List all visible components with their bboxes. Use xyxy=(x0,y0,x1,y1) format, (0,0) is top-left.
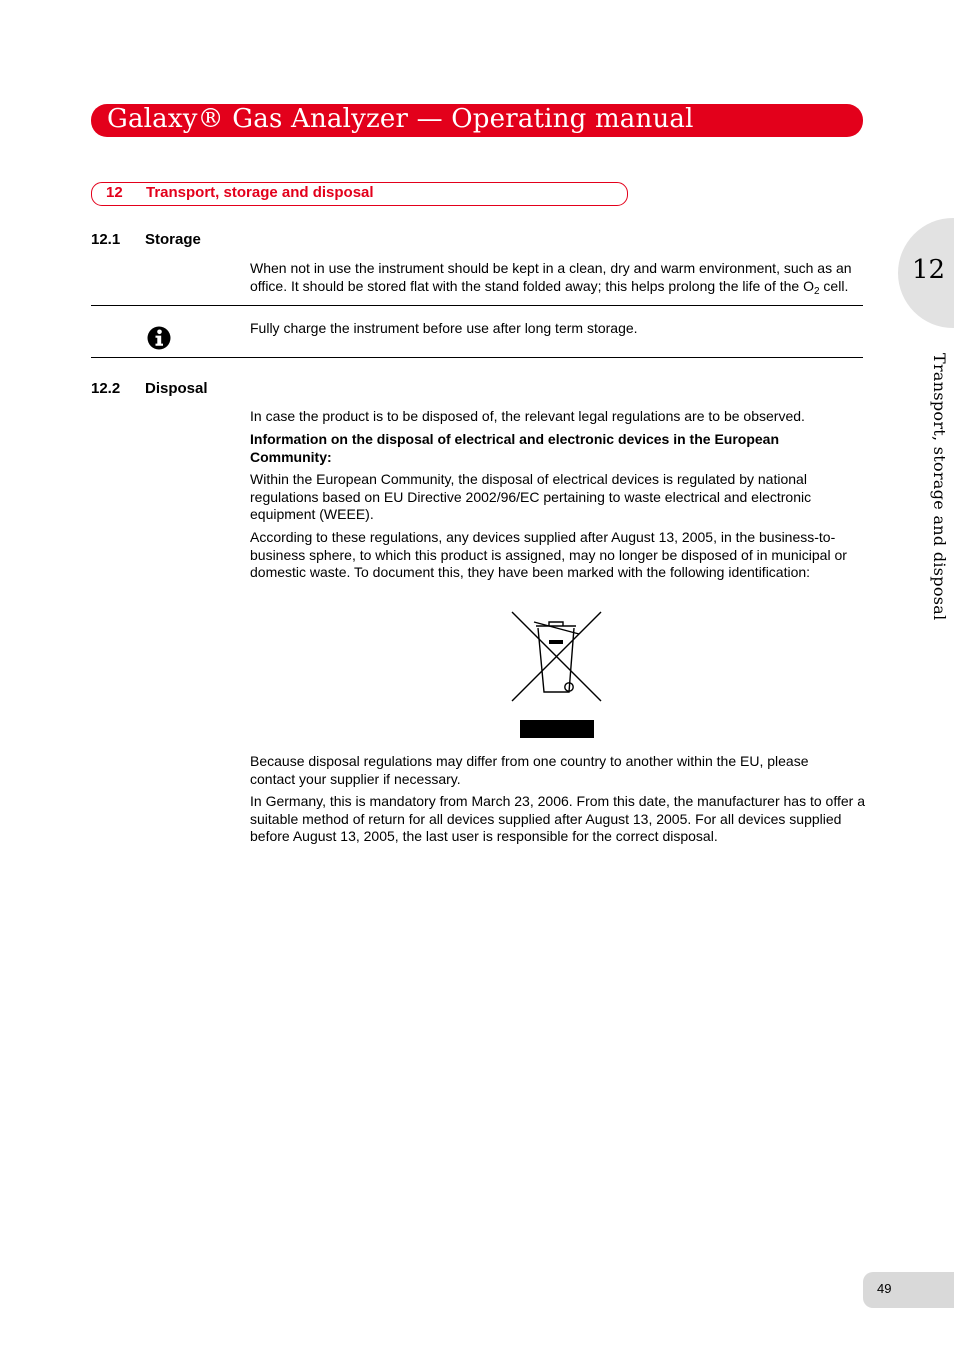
disposal-paragraph-1: In case the product is to be disposed of, the relevant legal regulations are to be observed. xyxy=(250,408,805,424)
header-bar xyxy=(91,104,863,137)
chapter-tab-number: 12 xyxy=(912,255,946,285)
disposal-paragraph-6: In Germany, this is mandatory from March 23, 2006. From this date, the manufacturer has to offer a suitable method of return for all devices supplied after August 13, 2005. For all devices supplied before August 13, 2005, the last user is responsible for the correct disposal. xyxy=(250,793,865,845)
storage-paragraph: When not in use the instrument should be kept in a clean, dry and warm environment, such as an office. It should be stored flat with the stand folded away; this helps prolong the life of the $O_2$ cell. xyxy=(250,260,852,297)
disposal-paragraph-5: Because disposal regulations may differ from one country to another within the EU, please contact your supplier if necessary. xyxy=(250,753,809,787)
section-number-storage: 12.1 xyxy=(91,231,121,248)
info-icon xyxy=(147,326,171,350)
note-bottom-rule xyxy=(91,357,863,358)
storage-note: Fully charge the instrument before use after long term storage. xyxy=(250,320,638,336)
section-title-disposal: Disposal xyxy=(145,380,208,397)
page-number: 49 xyxy=(877,1281,892,1296)
disposal-paragraph-3: Within the European Community, the disposal of electrical devices is regulated by national regulations based on EU Directive 2002/96/EC pertaining to waste electrical and electronic equipment (WEEE). xyxy=(250,471,812,523)
disposal-bold-heading: Information on the disposal of electrical and electronic devices in the European Community: xyxy=(250,431,780,465)
chapter-tab-title: Transport, storage and disposal xyxy=(930,353,949,621)
chapter-number: 12 xyxy=(106,184,123,201)
chapter-heading xyxy=(91,182,628,206)
section-title-storage: Storage xyxy=(145,231,201,248)
crossed-out-wheelie-bin-icon xyxy=(509,609,604,739)
document-title: Galaxy® Gas Analyzer — Operating manual xyxy=(107,104,694,134)
note-top-rule xyxy=(91,305,863,306)
disposal-paragraph-4: According to these regulations, any devices supplied after August 13, 2005, in the business-to-business sphere, to which this product is assigned, may no longer be disposed of in municipal or domestic waste. To document this, they have been marked with the following identification: xyxy=(250,529,847,581)
section-number-disposal: 12.2 xyxy=(91,380,121,397)
chapter-title: Transport, storage and disposal xyxy=(146,184,374,201)
subscript-two: 2 xyxy=(813,285,820,297)
